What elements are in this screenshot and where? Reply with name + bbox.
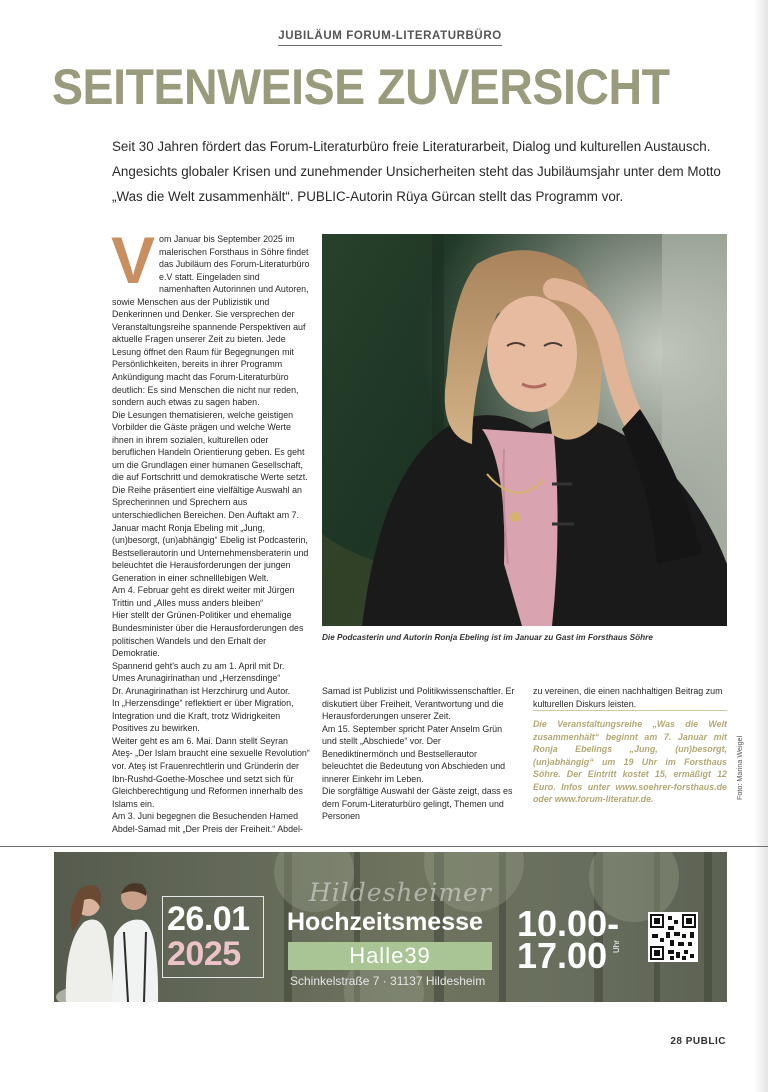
event-time-start: 10.00- — [517, 903, 620, 944]
section-divider — [0, 846, 768, 847]
event-time-unit: Uhr — [612, 940, 621, 953]
event-date: 26.01 — [167, 900, 250, 938]
photo-credit: Foto: Marina Weigel — [735, 735, 744, 800]
portrait-illustration — [322, 234, 727, 626]
article-column-2 — [322, 685, 518, 823]
paragraph: In „Herzensdinge“ reflektiert er über Migration, Integration und die Kraft, trotz Widrigkeiten Positives zu bewirken. — [112, 698, 294, 734]
event-time-end: 17.00 — [517, 935, 608, 976]
paragraph: zu vereinen, die einen nachhaltigen Beitrag zum kulturellen Diskurs leisten. — [533, 686, 723, 709]
page-footer — [670, 1036, 726, 1047]
section-kicker — [0, 30, 768, 42]
paragraph: Spannend geht's auch zu am 1. April mit Dr. Umes Arunagirinathan und „Herzensdinge“ — [112, 660, 285, 684]
paragraph: Am 15. September spricht Pater Anselm Grün und stellt „Abschiede“ vor. Der Benediktinermönch und Bestsellerautor beleuchtet die Bedeutung von Abschieden und innerer Einkehr im Leben. — [322, 723, 506, 784]
paragraph: Die Lesungen thematisieren, welche geistigen Vorbilder die Gäste prägen und welche Werte ihnen in ihrem sozialen, kulturellen oder beruflichen Handeln Orientierung geben. Es geht um die Grundlagen einer humanen Gesellschaft, die auf Fortschritt und demokratische Werte setzt. Die Reihe präsentiert eine vielfältige Auswahl an Sprecherinnen und Sprechern aus unterschiedlichen Bereichen. Den Auftakt am 7. Januar macht Ronja Ebeling mit „Jung, (un)besorgt, (un)abhängig“ Ebelig ist Podcasterin, Bestsellerautorin und Unternehmensberaterin und beleuchtet die Herausforderungen der jungen Generation in einer schnelllebigen Welt. — [112, 409, 309, 583]
photo-caption: Die Podcasterin und Autorin Ronja Ebeling ist im Januar zu Gast im Forsthaus Söhre — [322, 633, 653, 642]
paragraph: Hier stellt der Grünen-Politiker und ehemalige Bundesminister über die Herausforderungen des politischen Wandels und den Erhalt der Demokratie. — [112, 610, 304, 659]
paragraph: om Januar bis September 2025 im malerischen Forsthaus in Söhre findet das Jubiläum des Forum-Literaturbüro e.V statt. Eingeladen sind namenhaften Autorinnen und Autoren, sowie Menschen aus der Publizistik und Denkerinnen und Denker. Sie versprechen der Veranstaltungsreihe spannende Perspektiven auf aktuelle Fragen unserer Zeit zu bieten. Jede Lesung öffnet den Raum für Begegnungen mit Persönlichkeiten, bereits in ihrer Programm Ankündigung macht das Forum-Literaturbüro deutlich: Es sind Menschen die nicht nur reden, sondern auch etwas zu sagen haben. — [112, 234, 310, 408]
kicker-text: JUBILÄUM FORUM-LITERATURBÜRO — [278, 30, 502, 46]
paragraph: Am 3. Juni begegnen die Besuchenden Hamed Abdel-Samad mit „Der Preis der Freiheit.“ Abdel- — [112, 811, 303, 834]
article-column-1 — [111, 223, 310, 835]
dropcap: V — [111, 223, 156, 297]
event-title: Hochzeitsmesse — [287, 908, 483, 936]
magazine-name: PUBLIC — [685, 1036, 726, 1047]
advertisement-banner[interactable] — [54, 852, 727, 1002]
page-edge-shadow — [754, 0, 768, 1092]
paragraph: Die sorgfältige Auswahl der Gäste zeigt, dass es dem Forum-Literaturbüro gelingt, Themen und Personen — [322, 786, 513, 822]
paragraph: Am 4. Februar geht es direkt weiter mit Jürgen Trittin und „Alles muss anders bleiben“ — [112, 585, 295, 608]
event-year: 2025 — [167, 935, 241, 973]
paragraph: Weiter geht es am 6. Mai. Dann stellt Seyran Ateş- „Der Islam braucht eine sexuelle Revolution“ vor. Ateş ist Frauenrechtlerin und Gründerin der Ibn-Rushd-Goethe-Moschee und setzt sich für Gleichberechtigung und Reformen innerhalb des Islams ein. — [112, 735, 310, 809]
event-city-script: Hildesheimer — [309, 878, 492, 907]
qr-code-icon[interactable] — [648, 912, 698, 962]
page-number: 28 — [670, 1036, 683, 1047]
event-info-box: Die Veranstaltungsreihe „Was die Welt zusammenhält“ beginnt am 7. Januar mit Ronja Ebelings „Jung, (un)besorgt, (un)abhängig“ um 19 Uhr im Forsthaus Söhre. Der Eintritt kostet 15, ermäßigt 12 Euro. Infos unter www.soehrer-forsthaus.de oder www.forum-literatur.de. — [533, 710, 727, 806]
article-column-3 — [533, 685, 727, 806]
article-headline: SEITENWEISE ZUVERSICHT — [52, 59, 670, 115]
event-address: Schinkelstraße 7 · 31137 Hildesheim — [290, 974, 486, 988]
paragraph: Samad ist Publizist und Politikwissenschaftler. Er diskutiert über Freiheit, Verantwortung und die Herausforderungen unserer Zeit. — [322, 686, 515, 722]
article-lead: Seit 30 Jahren fördert das Forum-Literaturbüro freie Literaturarbeit, Dialog und kulturellen Austausch. Angesichts globaler Krisen und zunehmender Unsicherheiten steht das Jubiläumsjahr unter dem Motto „Was die Welt zusammenhält“. PUBLIC-Autorin Rüya Gürcan stellt das Programm vor. — [112, 139, 721, 204]
event-venue: Halle39 — [288, 942, 492, 970]
paragraph: Dr. Arunagirinathan ist Herzchirurg und Autor. — [112, 685, 291, 696]
portrait-photo — [322, 234, 727, 626]
